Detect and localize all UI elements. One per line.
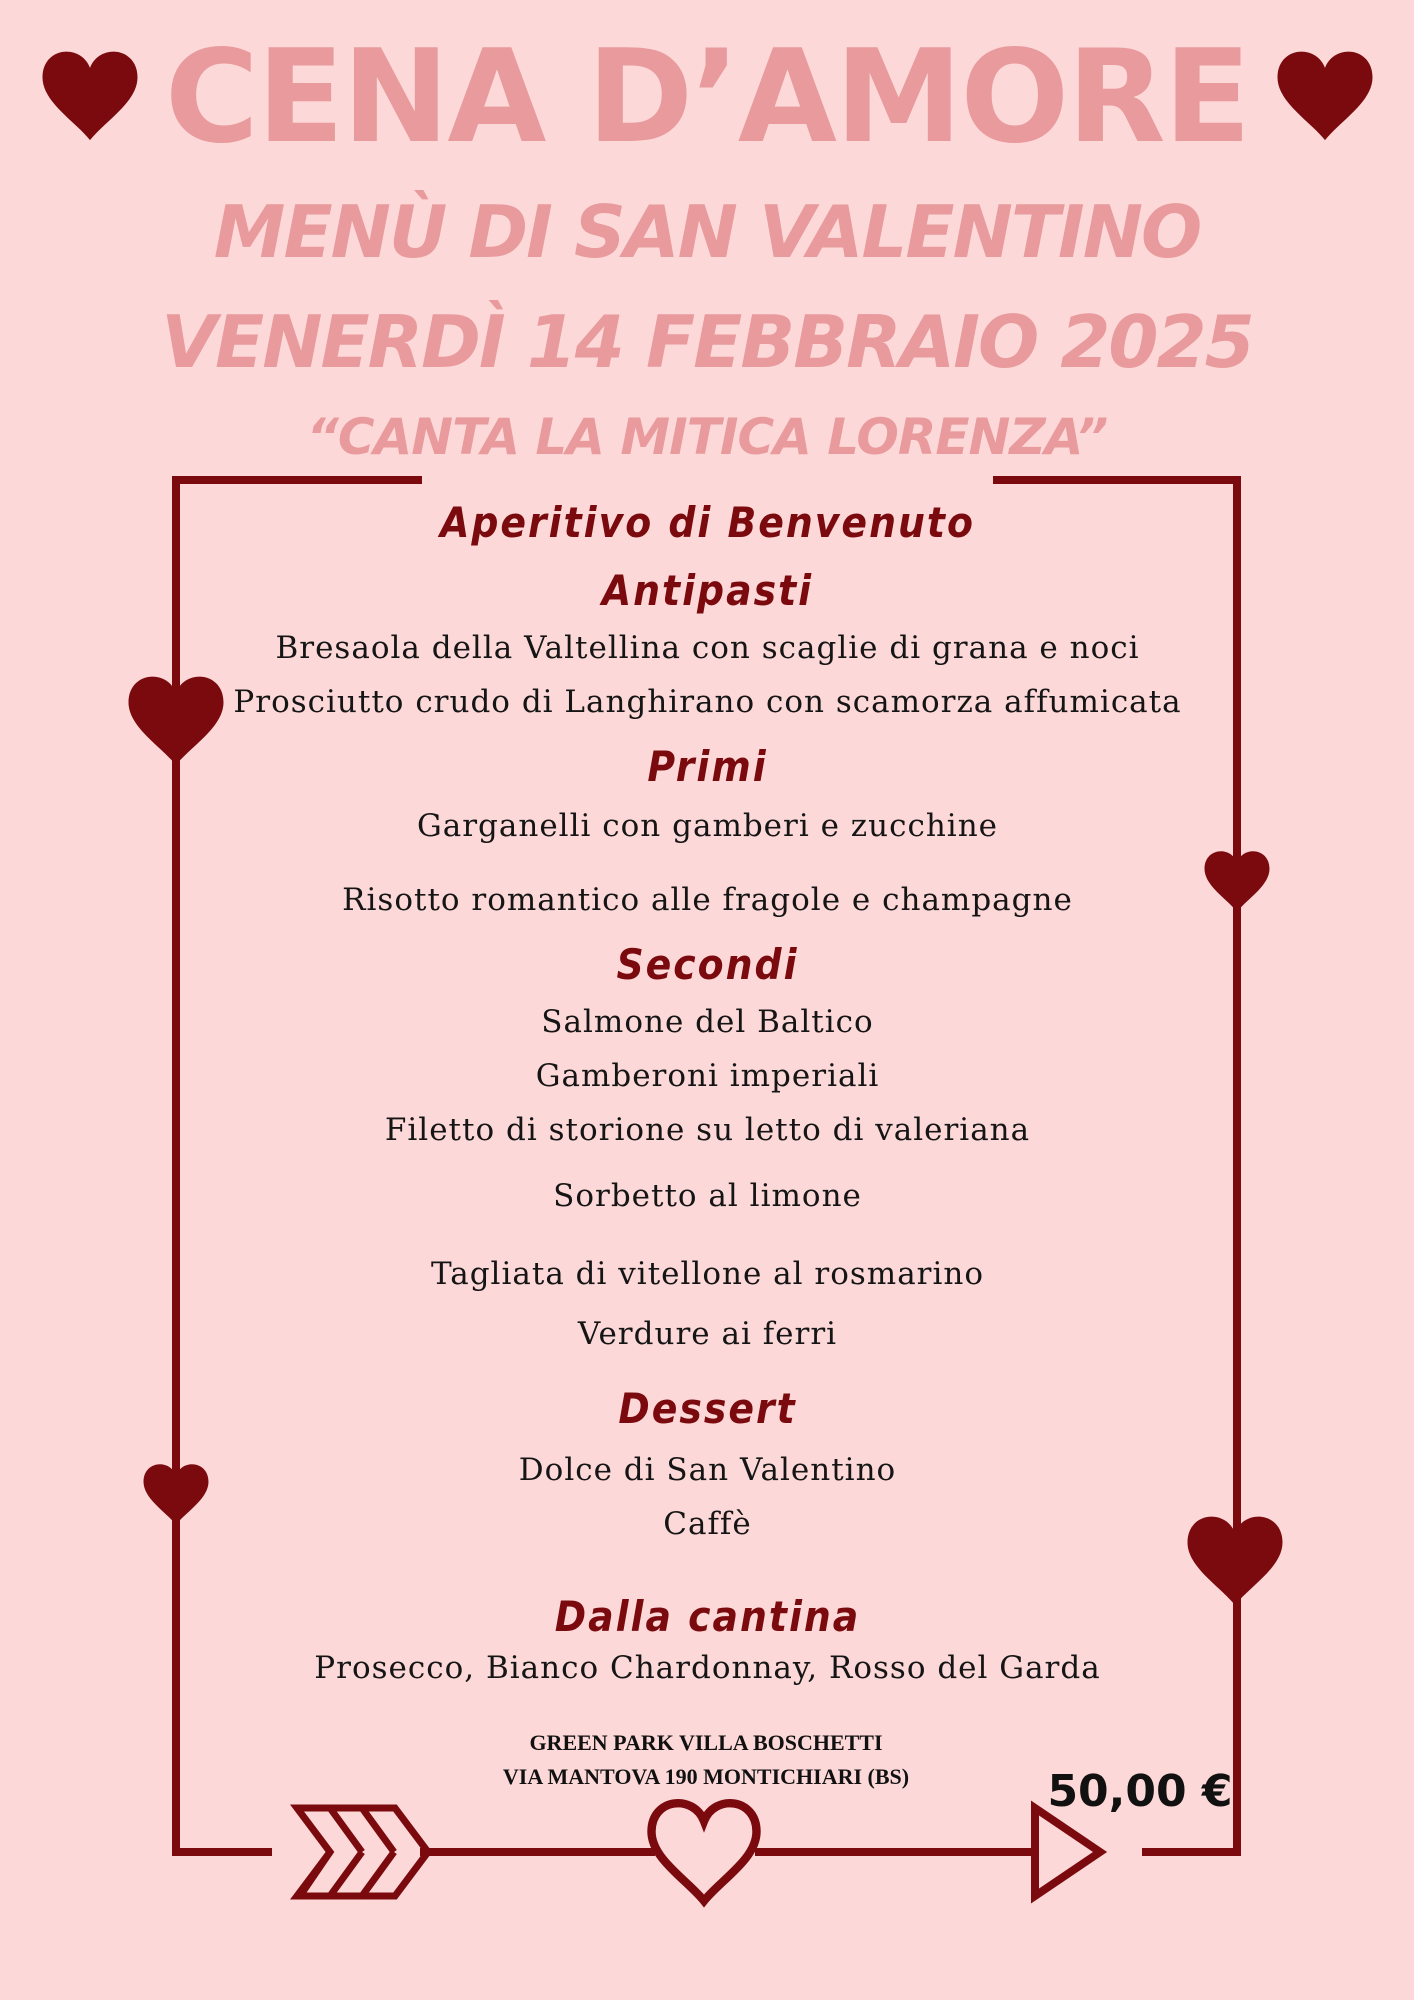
page-title: CENA D’AMORE bbox=[164, 23, 1250, 172]
secondi-heading: Secondi bbox=[616, 940, 799, 989]
venue-address: VIA MANTOVA 190 MONTICHIARI (BS) bbox=[502, 1764, 910, 1789]
venue-name: GREEN PARK VILLA BOSCHETTI bbox=[529, 1730, 883, 1755]
menu-item: Caffè bbox=[663, 1506, 752, 1542]
heart-outline-icon bbox=[652, 1803, 757, 1901]
price-label: 50,00 € bbox=[1047, 1766, 1233, 1817]
menu-item: Risotto romantico alle fragole e champagne bbox=[342, 882, 1073, 918]
menu-item: Garganelli con gamberi e zucchine bbox=[416, 808, 999, 844]
menu-item: Salmone del Baltico bbox=[541, 1004, 874, 1040]
antipasti-heading: Antipasti bbox=[601, 566, 814, 615]
menu-item: Sorbetto al limone bbox=[553, 1178, 862, 1214]
menu-item: Filetto di storione su letto di valeriana bbox=[384, 1112, 1031, 1148]
performer-line: “CANTA LA MITICA LORENZA” bbox=[306, 408, 1108, 466]
menu-item: Tagliata di vitellone al rosmarino bbox=[430, 1256, 985, 1292]
dessert-heading: Dessert bbox=[618, 1384, 797, 1433]
arrow-fletching-icon bbox=[297, 1808, 428, 1896]
arrow-head-icon bbox=[1035, 1808, 1100, 1896]
venue-block bbox=[400, 1726, 1012, 1794]
page-subtitle: MENÙ DI SAN VALENTINO bbox=[213, 190, 1201, 274]
cantina-heading: Dalla cantina bbox=[554, 1592, 861, 1641]
menu-item: Dolce di San Valentino bbox=[518, 1452, 897, 1488]
primi-heading: Primi bbox=[647, 742, 768, 791]
menu-item: Gamberoni imperiali bbox=[535, 1058, 880, 1094]
menu-item: Bresaola della Valtellina con scaglie di grana e noci bbox=[275, 630, 1140, 666]
menu-item: Prosciutto crudo di Langhirano con scamorza affumicata bbox=[233, 684, 1182, 720]
menu-item: Verdure ai ferri bbox=[577, 1316, 838, 1352]
welcome-heading: Aperitivo di Benvenuto bbox=[440, 498, 975, 547]
event-date: VENERDÌ 14 FEBBRAIO 2025 bbox=[161, 300, 1253, 384]
menu-item: Prosecco, Bianco Chardonnay, Rosso del Garda bbox=[314, 1650, 1101, 1686]
